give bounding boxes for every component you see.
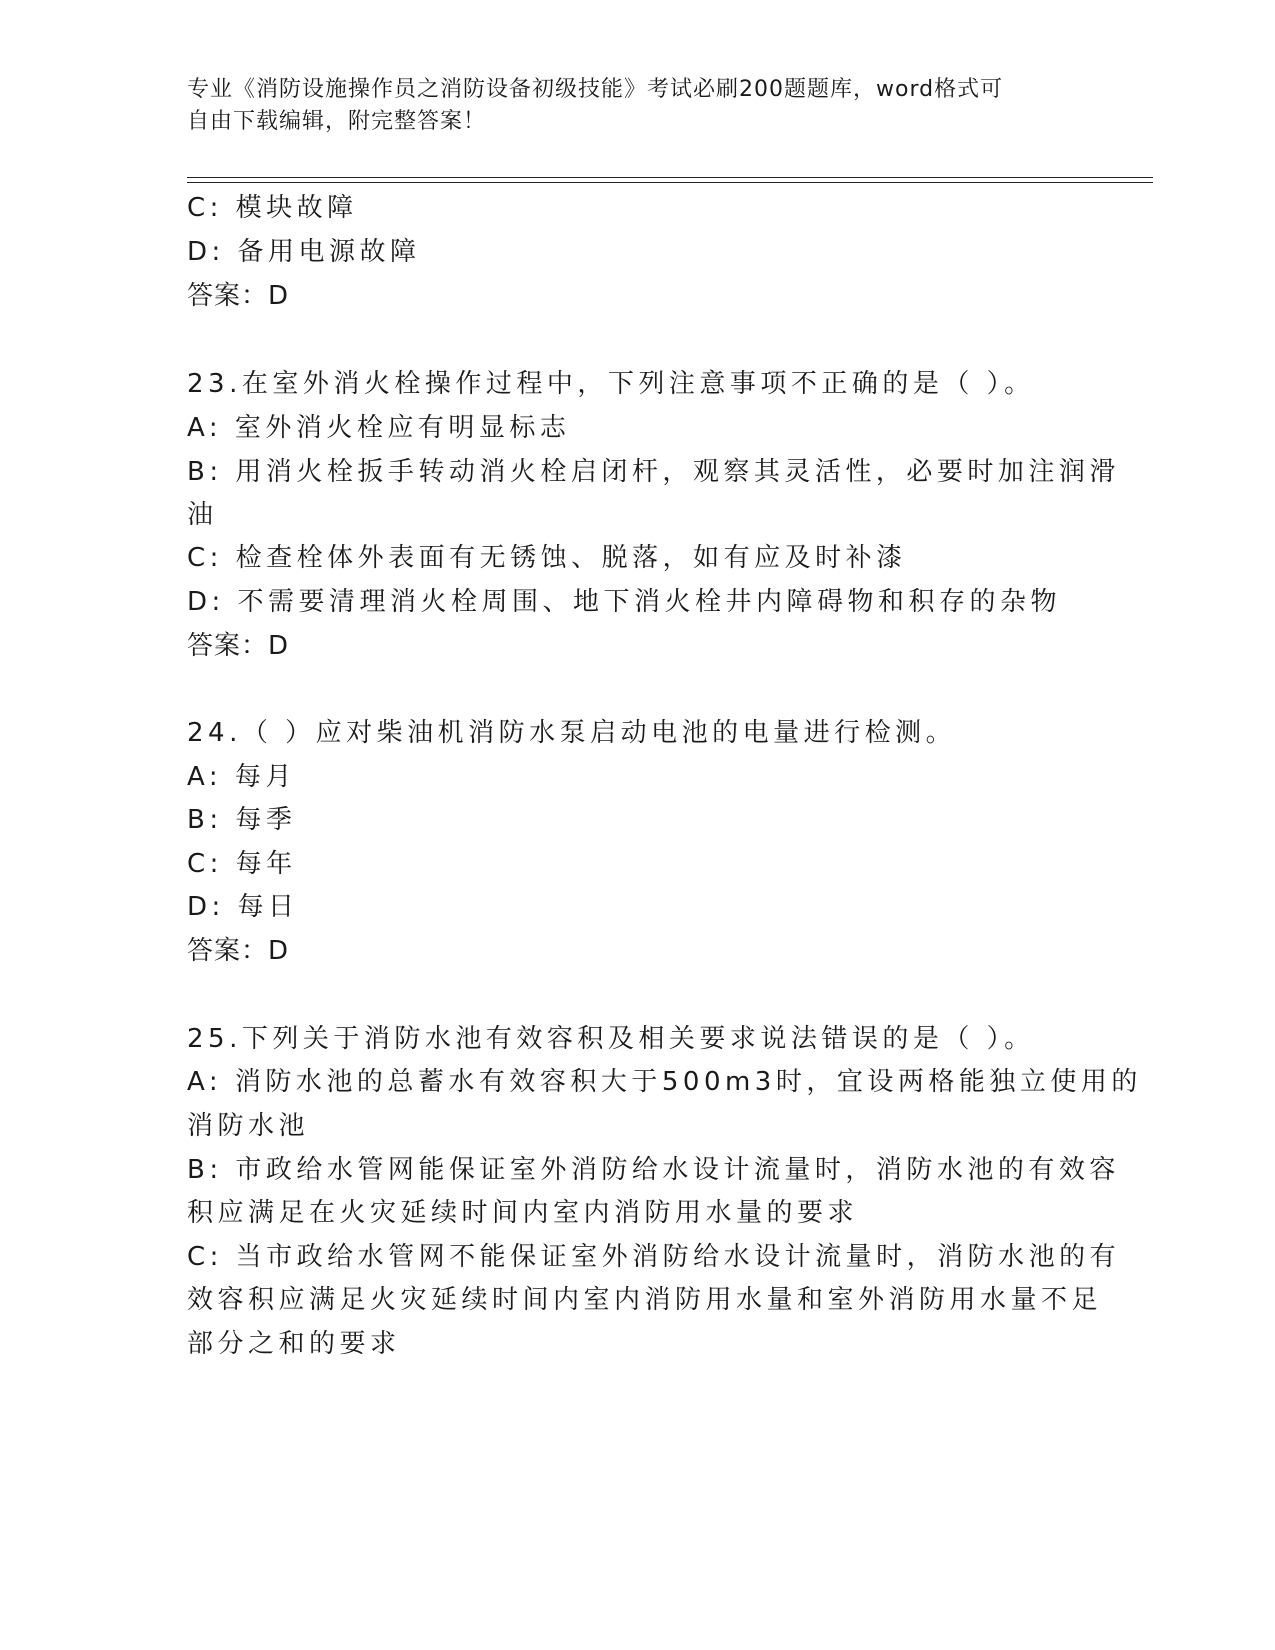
q23-stem: 23.在室外消火栓操作过程中，下列注意事项不正确的是（ ）。 xyxy=(187,369,1035,399)
q24-stem: 24.（ ）应对柴油机消防水泵启动电池的电量进行检测。 xyxy=(187,718,957,748)
header-divider-bottom xyxy=(187,182,1153,183)
q23-option-a: A: 室外消火栓应有明显标志 xyxy=(187,413,571,443)
q25-option-c-cont-1: 效容积应满足火灾延续时间内室内消防用水量和室外消防用水量不足 xyxy=(187,1285,1103,1315)
q24-answer: 答案：D xyxy=(187,936,290,966)
q25-option-c: C: 当市政给水管网不能保证室外消防给水设计流量时，消防水池的有 xyxy=(187,1242,1121,1272)
q24-option-b: B: 每季 xyxy=(187,805,297,835)
document-header xyxy=(187,74,1087,138)
q23-option-b-cont: 油 xyxy=(187,500,218,530)
header-divider-top xyxy=(187,177,1153,178)
q23-option-b: B: 用消火栓扳手转动消火栓启闭杆，观察其灵活性，必要时加注润滑 xyxy=(187,457,1120,487)
q22-option-d: D: 备用电源故障 xyxy=(187,237,421,267)
q25-option-b-cont: 积应满足在火灾延续时间内室内消防用水量的要求 xyxy=(187,1198,859,1228)
q25-option-b: B: 市政给水管网能保证室外消防给水设计流量时，消防水池的有效容 xyxy=(187,1155,1120,1185)
q24-option-d: D: 每日 xyxy=(187,892,299,922)
q25-stem: 25.下列关于消防水池有效容积及相关要求说法错误的是（ ）。 xyxy=(187,1024,1035,1054)
q23-option-c: C: 检查栓体外表面有无锈蚀、脱落，如有应及时补漆 xyxy=(187,543,907,573)
q22-answer: 答案：D xyxy=(187,281,290,311)
header-line-1: 专业《消防设施操作员之消防设备初级技能》考试必刷200题题库，word格式可 xyxy=(187,77,1004,102)
q24-option-c: C: 每年 xyxy=(187,849,297,879)
q25-option-c-cont-2: 部分之和的要求 xyxy=(187,1329,401,1359)
q23-option-d: D: 不需要清理消火栓周围、地下消火栓井内障碍物和积存的杂物 xyxy=(187,587,1062,617)
q24-option-a: A: 每月 xyxy=(187,762,296,792)
q25-option-a: A: 消防水池的总蓄水有效容积大于500m3时，宜设两格能独立使用的 xyxy=(187,1067,1142,1097)
q23-answer: 答案：D xyxy=(187,631,290,661)
q22-option-c: C: 模块故障 xyxy=(187,193,358,223)
header-line-2: 自由下载编辑，附完整答案！ xyxy=(187,109,487,134)
q25-option-a-cont: 消防水池 xyxy=(187,1111,310,1141)
